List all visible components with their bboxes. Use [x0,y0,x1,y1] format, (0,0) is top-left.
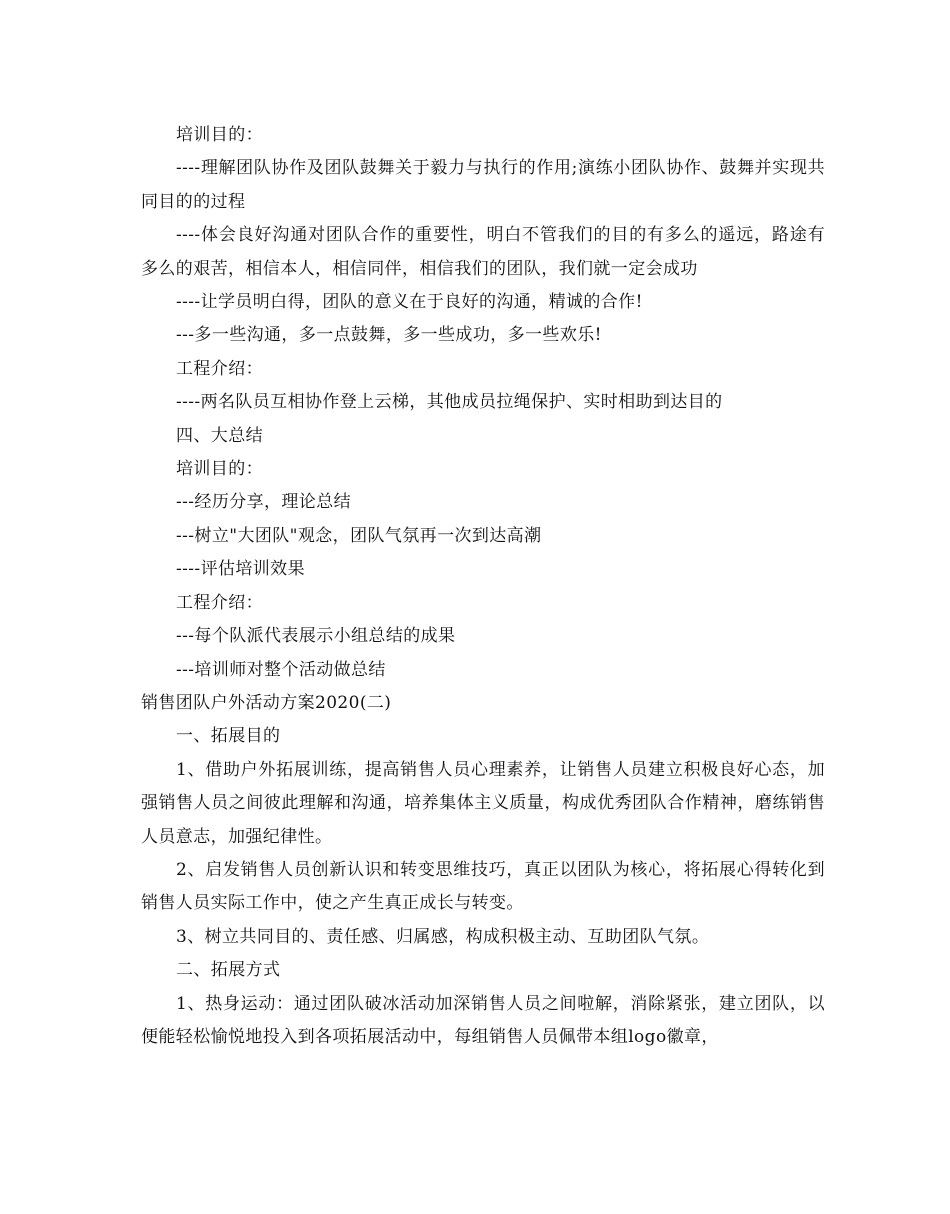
paragraph-training-goal-1: 培训目的： [176,125,263,145]
paragraph-training-goal-2: 培训目的： [176,459,263,480]
document-body [141,119,825,1054]
paragraph-goal-communication: ----体会良好沟通对团队合作的重要性，明白不管我们的目的有多么的遥远，路途有多么的艰苦，相信本人，相信同伴，相信我们的团队，我们就一定会成功 [141,225,825,279]
paragraph-goal-encouragement: ---多一些沟通，多一点鼓舞，多一些成功，多一些欢乐! [176,325,602,346]
paragraph-goal-sharing: ---经历分享，理论总结 [176,492,352,513]
paragraph-goal-teamwork: ----理解团队协作及团队鼓舞关于毅力与执行的作用;演练小团队协作、鼓舞并实现共同目的的过程 [141,158,825,212]
section-heading-method: 二、拓展方式 [176,960,281,981]
paragraph-goal-meaning: ----让学员明白得，团队的意义在于良好的沟通，精诚的合作! [176,292,643,313]
paragraph-project-trainer: ---培训师对整个活动做总结 [176,659,386,680]
paragraph-project-intro-1: 工程介绍： [176,358,263,379]
paragraph-purpose-2: 2、启发销售人员创新认识和转变思维技巧，真正以团队为核心，将拓展心得转化到销售人员实际工作中，使之产生真正成长与转变。 [141,859,825,914]
section-heading-purpose: 一、拓展目的 [176,726,281,747]
paragraph-purpose-3: 3、树立共同目的、责任感、归属感，构成积极主动、互助团队气氛。 [176,926,710,947]
paragraph-project-intro-2: 工程介绍： [176,592,263,613]
paragraph-project-present: ---每个队派代表展示小组总结的成果 [176,626,456,647]
paragraph-method-1: 1、热身运动：通过团队破冰活动加深销售人员之间啦解，消除紧张，建立团队，以便能轻松愉悦地投入到各项拓展活动中，每组销售人员佩带本组logo徽章， [141,993,825,1047]
paragraph-purpose-1: 1、借助户外拓展训练，提高销售人员心理素养，让销售人员建立积极良好心态，加强销售人员之间彼此理解和沟通，培养集体主义质量，构成优秀团队合作精神，磨练销售人员意志，加强纪律性。 [141,759,825,847]
paragraph-goal-big-team: ---树立"大团队"观念，团队气氛再一次到达高潮 [176,525,542,546]
paragraph-goal-evaluate: ----评估培训效果 [176,559,305,580]
document-subtitle: 销售团队户外活动方案2020(二) [141,692,392,713]
section-heading-summary: 四、大总结 [176,425,263,446]
paragraph-project-ladder: ----两名队员互相协作登上云梯，其他成员拉绳保护、实时相助到达目的 [176,392,723,413]
